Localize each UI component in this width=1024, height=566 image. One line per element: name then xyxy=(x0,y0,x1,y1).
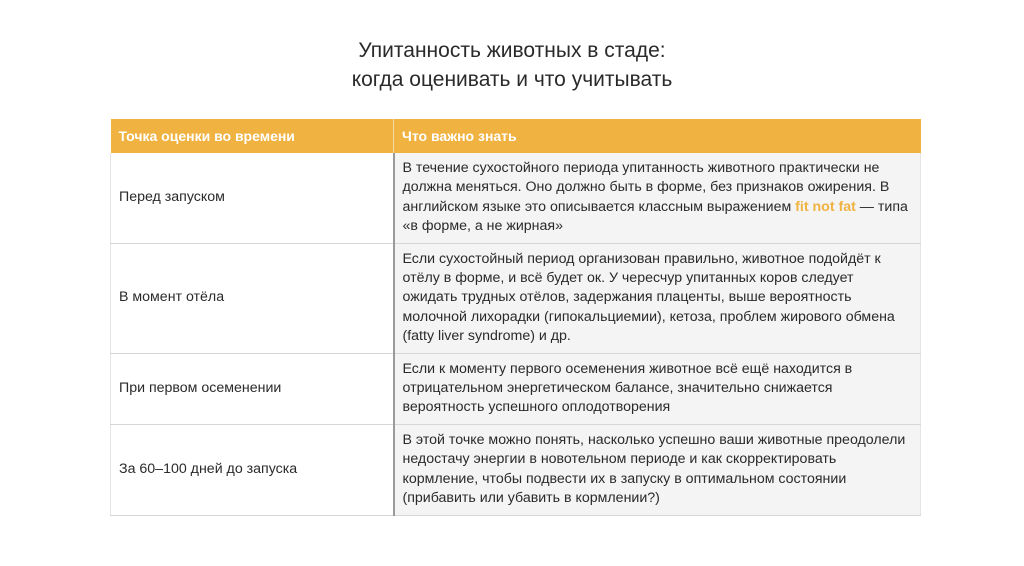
table-row xyxy=(111,243,921,353)
time-point-cell: При первом осеменении xyxy=(111,353,394,424)
table-row xyxy=(111,153,921,243)
title-line-1: Упитанность животных в стаде: xyxy=(358,39,666,62)
table-header-row xyxy=(111,119,921,153)
info-cell xyxy=(394,153,921,243)
time-point-cell: В момент отёла xyxy=(111,243,394,353)
info-table xyxy=(110,119,921,516)
info-text: В течение сухостойного периода упитанность животного практически не должна меняться. Оно должно быть в форме, без признаков ожирения. В английском языке это описывается классным выражением xyxy=(402,160,890,215)
time-point-cell: За 60–100 дней до запуска xyxy=(111,424,394,515)
highlight-term: fit not fat xyxy=(795,198,856,215)
page-title xyxy=(0,36,1024,94)
info-cell: В этой точке можно понять, насколько успешно ваши животные преодолели недостачу энергии в новотельном периоде и как скорректировать кормление, чтобы подвести их в запуску в оптимальном состоянии (прибавить или убавить в кормлении?) xyxy=(394,424,921,515)
info-text-tail: — типа «в форме, а не жирная» xyxy=(402,198,908,235)
info-cell: Если к моменту первого осеменения животное всё ещё находится в отрицательном энергетическом балансе, значительно снижается вероятность успешного оплодотворения xyxy=(394,353,921,424)
column-header-time-point: Точка оценки во времени xyxy=(111,119,394,153)
title-line-2: когда оценивать и что учитывать xyxy=(351,68,673,91)
column-header-what-to-know: Что важно знать xyxy=(394,119,921,153)
table-row xyxy=(111,424,921,515)
time-point-cell: Перед запуском xyxy=(111,153,394,243)
info-cell: Если сухостойный период организован правильно, животное подойдёт к отёлу в форме, и всё будет ок. У чересчур упитанных коров следует ожидать трудных отёлов, задержания плаценты, выше вероятность молочной лихорадки (гипокальциемии), кетоза, проблем жирового обмена (fatty liver syndrome) и др. xyxy=(394,243,921,353)
table-row xyxy=(111,353,921,424)
